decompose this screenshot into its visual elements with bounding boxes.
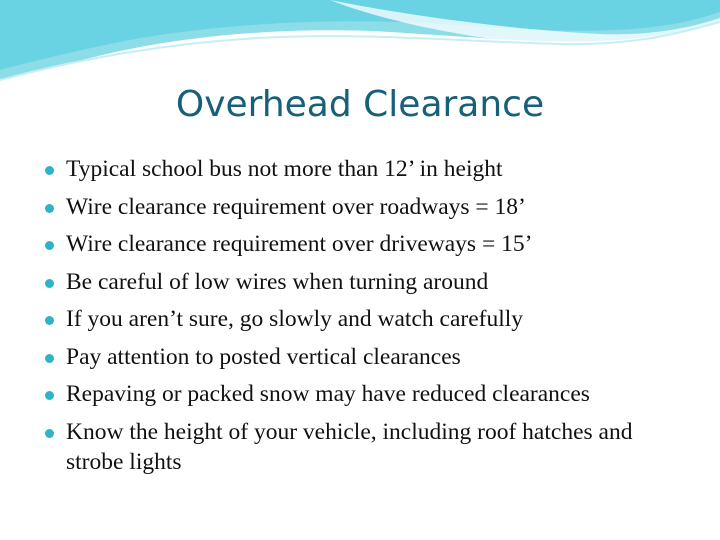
bullet-item: [44, 342, 694, 372]
bullet-text: Wire clearance requirement over driveways = 15’: [66, 231, 533, 257]
bullet-text: Wire clearance requirement over roadways = 18’: [66, 193, 526, 220]
bullet-list: [44, 154, 694, 484]
bullet-icon: [45, 241, 54, 250]
header-wave-decoration: [0, 0, 720, 90]
bullet-item: [44, 192, 694, 222]
bullet-icon: [45, 391, 54, 400]
bullet-item: [44, 417, 694, 477]
bullet-item: [44, 304, 694, 334]
bullet-item: [44, 267, 694, 297]
bullet-icon: [45, 166, 54, 175]
bullet-text: Typical school bus not more than 12’ in height: [66, 156, 503, 182]
bullet-icon: [45, 204, 54, 213]
bullet-item: [44, 379, 694, 409]
bullet-text: Know the height of your vehicle, including roof hatches and strobe lights: [66, 418, 633, 475]
bullet-icon: [45, 354, 54, 363]
bullet-item: [44, 229, 694, 259]
slide-title: Overhead Clearance: [175, 84, 545, 125]
bullet-text: Be careful of low wires when turning around: [66, 268, 489, 295]
bullet-text: Pay attention to posted vertical clearances: [66, 343, 461, 370]
bullet-text: If you aren’t sure, go slowly and watch carefully: [66, 306, 524, 332]
bullet-icon: [45, 429, 54, 438]
bullet-icon: [45, 316, 54, 325]
bullet-text: Repaving or packed snow may have reduced clearances: [66, 381, 590, 407]
bullet-item: [44, 154, 694, 184]
bullet-icon: [45, 279, 54, 288]
